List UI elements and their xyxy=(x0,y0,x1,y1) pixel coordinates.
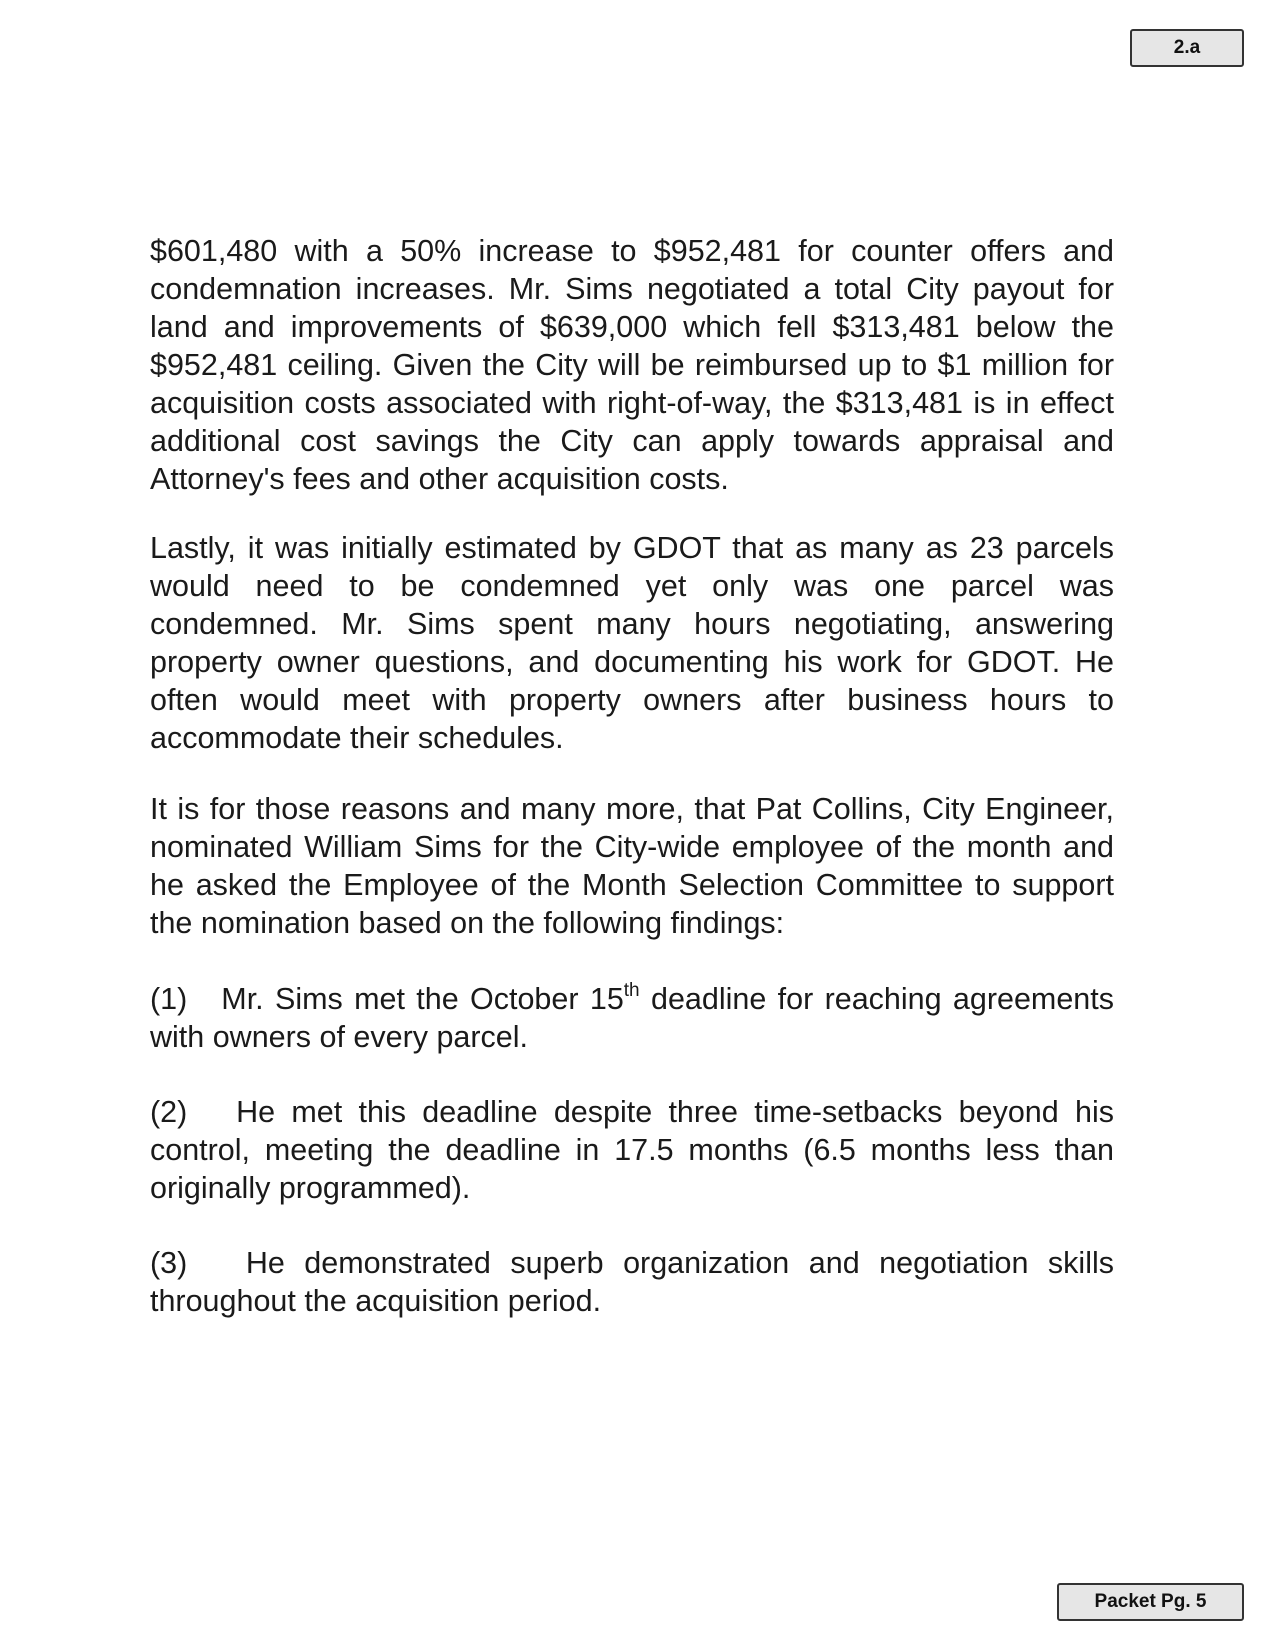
finding-2-number: (2) xyxy=(150,1095,188,1129)
finding-1-number: (1) xyxy=(150,982,188,1016)
body-text xyxy=(150,232,1114,1320)
paragraph-nomination: It is for those reasons and many more, that Pat Collins, City Engineer, nominated William Sims for the City-wide employee of the month and he asked the Employee of the Month Selection Committee to support the nomination based on the following findings: xyxy=(150,792,1114,940)
finding-2 xyxy=(150,1093,1114,1207)
packet-page-tag xyxy=(1057,1583,1244,1621)
finding-1 xyxy=(150,980,1114,1056)
finding-3 xyxy=(150,1244,1114,1320)
finding-3-text: He demonstrated superb organization and negotiation skills throughout the acquisition period. xyxy=(150,1246,1114,1318)
finding-1-text-end: deadline for reaching agreements with owners of every parcel. xyxy=(150,982,1114,1054)
section-tag-label: 2.a xyxy=(1173,37,1201,58)
finding-1-superscript: th xyxy=(623,979,640,1001)
section-tag xyxy=(1130,29,1244,67)
finding-1-text: Mr. Sims met the October 15 xyxy=(221,982,624,1016)
finding-2-text: He met this deadline despite three time-setbacks beyond his control, meeting the deadline in 17.5 months (6.5 months less than originally programmed). xyxy=(150,1095,1114,1205)
packet-page-label: Packet Pg. 5 xyxy=(1094,1591,1207,1612)
paragraph-cost-savings: $601,480 with a 50% increase to $952,481 for counter offers and condemnation increases. Mr. Sims negotiated a total City payout for land and improvements of $639,000 which fell $313,481 below the $952,481 ceiling. Given the City will be reimbursed up to $1 million for acquisition costs associated with right-of-way, the $313,481 is in effect additional cost savings the City can apply towards appraisal and Attorney's fees and other acquisition costs. xyxy=(150,234,1114,496)
finding-3-number: (3) xyxy=(150,1246,188,1280)
paragraph-condemnation: Lastly, it was initially estimated by GDOT that as many as 23 parcels would need to be condemned yet only was one parcel was condemned. Mr. Sims spent many hours negotiating, answering property owner questions, and documenting his work for GDOT. He often would meet with property owners after business hours to accommodate their schedules. xyxy=(150,531,1114,755)
